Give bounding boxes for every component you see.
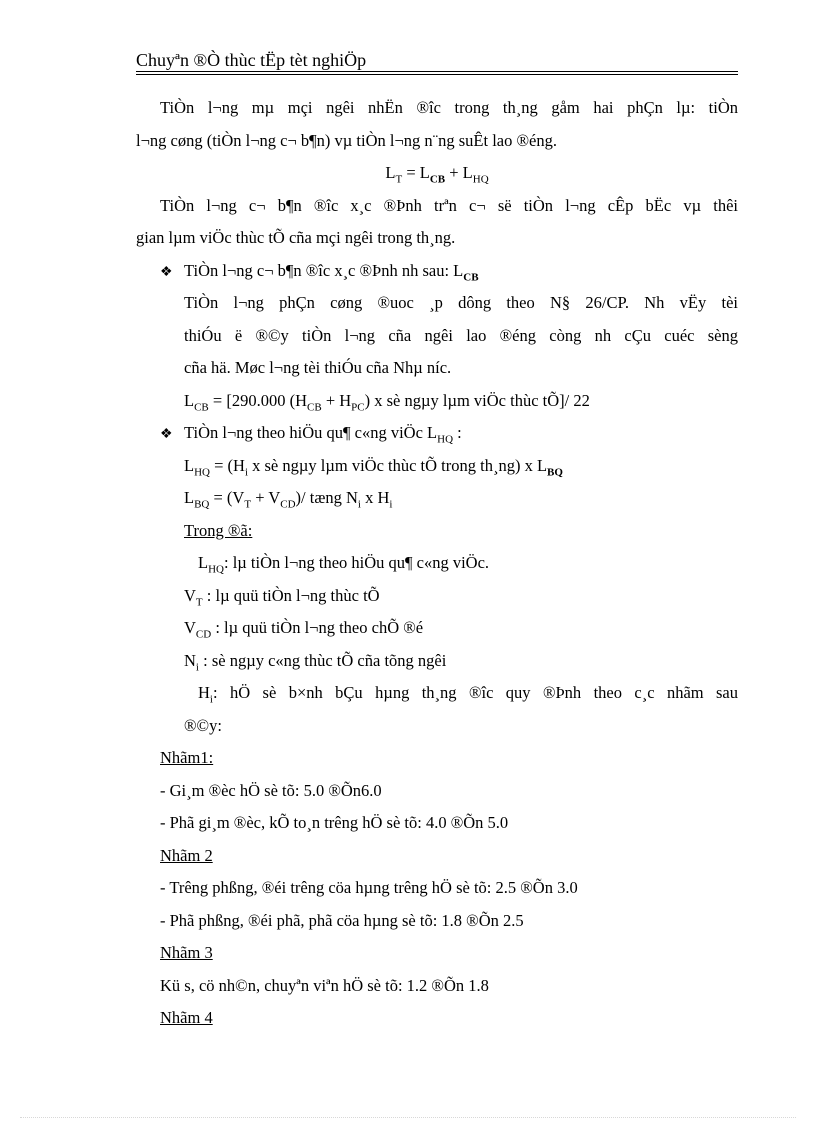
paragraph-line: thiÓu ë ®©y tiÒn l¬ng cña ngêi lao ®éng còng nh cÇu cuéc sèng — [184, 325, 738, 345]
formula-lt: $L_T = L_{CB} + L_{HQ}$ — [385, 163, 489, 186]
bullet-item: ❖ TiÒn l¬ng theo hiÖu qu¶ c«ng viÖc $L_{HQ}$ : — [136, 417, 738, 450]
header-rule-double — [136, 74, 738, 75]
paragraph-line: gian lµm viÖc thùc tÕ cña mçi ngêi trong th¸ng. — [136, 228, 456, 247]
page-bottom-divider — [20, 1117, 796, 1118]
list-item: - Trêng phßng, ®éi trêng cöa hµng trêng hÖ sè tõ: 2.5 ®Õn 3.0 — [160, 878, 578, 897]
group-2-title: Nhãm 2 — [160, 845, 213, 865]
paragraph-line: cña hä. Møc l¬ng tèi thiÓu cña Nhµ níc. — [184, 358, 452, 377]
group-4-title: Nhãm 4 — [160, 1008, 213, 1027]
document-body — [136, 92, 738, 1035]
list-item: - Phã gi¸m ®èc, kÕ to¸n trêng hÖ sè tõ: 4.0 ®Õn 5.0 — [160, 813, 509, 832]
diamond-bullet-icon: ❖ — [160, 427, 173, 442]
formula-lbq: $L_{BQ} = (V_T + V_{CD})/$ tæng $N_i$ x $H_i$ — [184, 488, 393, 511]
paragraph-line: TiÒn l¬ng phÇn cøng ®uoc ¸p dông theo N§ 26/CP. Nh vËy tèi — [184, 293, 738, 312]
list-item: - Phã phßng, ®éi phã, phã cöa hµng sè tõ: 1.8 ®Õn 2.5 — [160, 910, 524, 930]
definition-hi: $H_i$: hÖ sè b×nh bÇu hµng th¸ng ®îc quy ®Þnh theo c¸c nhãm sau — [198, 683, 738, 706]
paragraph-line: l¬ng cøng (tiÒn l¬ng c¬ b¶n) vµ tiÒn l¬ng n¨ng suÊt lao ®éng. — [136, 130, 557, 150]
bullet-item: ❖ TiÒn l¬ng c¬ b¶n ®îc x¸c ®Þnh nh sau: $L_{CB}$ — [136, 255, 738, 288]
group-3-title: Nhãm 3 — [160, 943, 213, 962]
list-item: Kü s, cö nh©n, chuyªn viªn hÖ sè tõ: 1.2 ®Õn 1.8 — [160, 975, 489, 995]
formula-lhq: $L_{HQ} = (H_i$ x sè ngµy lµm viÖc thùc tÕ trong th¸ng) x $L_{BQ}$ — [184, 455, 563, 478]
definition-vt: $V_T$ : lµ quü tiÒn l¬ng thùc tÕ — [184, 585, 380, 608]
page-header-title: Chuyªn ®Ò thùc tËp tèt nghiÖp — [136, 50, 367, 70]
paragraph-line: TiÒn l¬ng c¬ b¶n ®îc x¸c ®Þnh trªn c¬ së tiÒn l¬ng cÊp bËc vµ thêi — [160, 195, 738, 215]
paragraph-line: ®©y: — [184, 715, 222, 735]
list-item: - Gi¸m ®èc hÖ sè tõ: 5.0 ®Õn6.0 — [160, 780, 382, 800]
paragraph-line: TiÒn l¬ng mµ mçi ngêi nhËn ®îc trong th¸ng gåm hai phÇn lµ: tiÒn — [160, 98, 738, 117]
definition-lhq: $L_{HQ}$: lµ tiÒn l¬ng theo hiÖu qu¶ c«ng viÖc. — [198, 553, 490, 576]
formula-lcb: $L_{CB} = [290.000$ $(H_{CB} + H_{PC})$ x sè ngµy lµm viÖc thùc tÕ]/ 22 — [184, 390, 590, 413]
definition-ni: $N_i$ : sè ngµy c«ng thùc tÕ cña tõng ngêi — [184, 650, 447, 673]
header-rule — [136, 71, 738, 72]
definition-vcd: $V_{CD}$ : lµ quü tiÒn l¬ng theo chÕ ®é — [184, 618, 424, 641]
group-1-title: Nhãm1: — [160, 748, 214, 767]
diamond-bullet-icon: ❖ — [160, 264, 173, 280]
where-heading: Trong ®ã: — [184, 520, 253, 540]
